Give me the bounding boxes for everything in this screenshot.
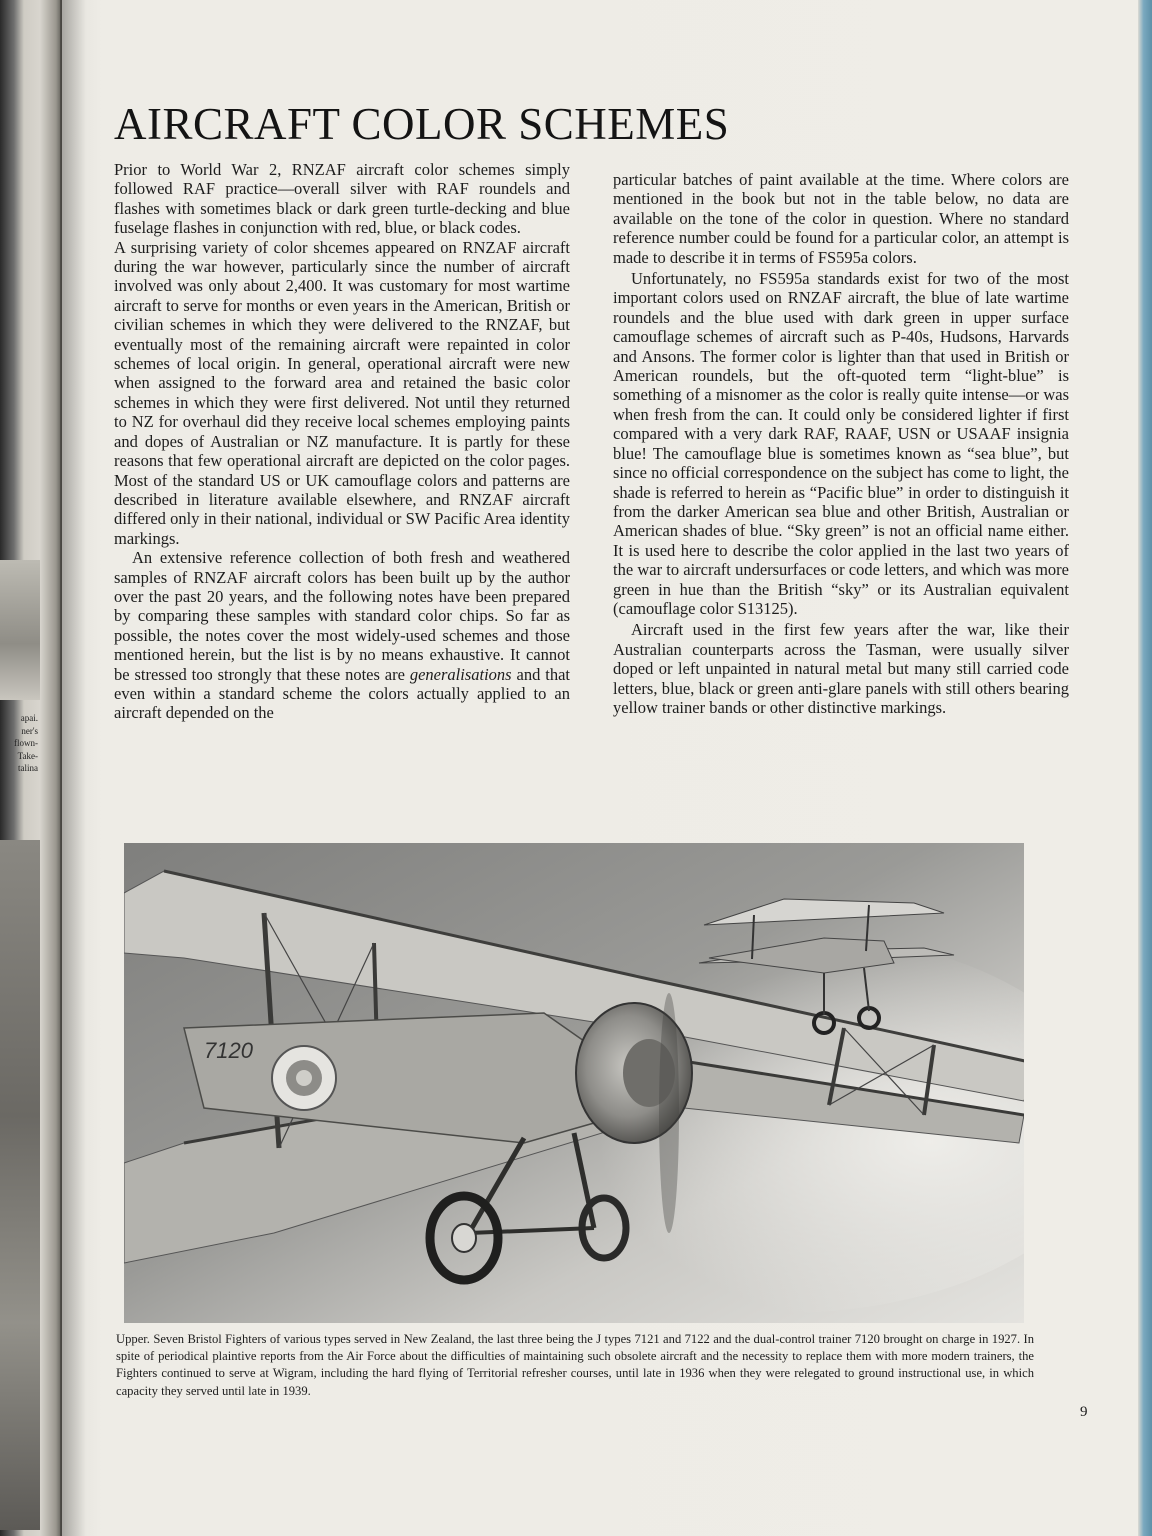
- left-column: [114, 160, 570, 723]
- previous-page-photo: [0, 560, 40, 700]
- right-column: [613, 170, 1069, 717]
- emphasized-text: generalisations: [409, 664, 512, 684]
- caption-text: Upper. Seven Bristol Fighters of various types served in New Zealand, the last three being the J types 7121 and 7122 and the dual-control trainer 7120 brought on charge in 1927. In spite of periodical plaintive reports from the Air Force about the difficulties of maintaining such obsolete aircraft and the necessity to replace them with more modern trainers, the Fighters continued to serve at Wigram, including the hard flying of Territorial refresher courses, until late in 1936 when they were relegated to ground instructional use, in which capacity they served until late in 1939.: [116, 1332, 1034, 1398]
- biplane-photo-illustration: [124, 843, 1024, 1323]
- previous-page-caption-line: apai.: [20, 713, 38, 723]
- previous-page-caption-line: Take-: [17, 750, 38, 761]
- paragraph-text: and that even within a standard scheme the colors actually applied to an aircraft depended on the: [114, 664, 570, 723]
- page-title: AIRCRAFT COLOR SCHEMES: [114, 99, 730, 149]
- previous-page-caption: [2, 712, 38, 775]
- previous-page-caption-line: talina: [18, 763, 38, 773]
- paragraph: particular batches of paint available at the time. Where colors are mentioned in the book but not in the table below, no data are available on the tone of the color in question. Where no standard reference number could be found for a particular color, an attempt is made to describe it in terms of FS595a colors.: [613, 170, 1069, 267]
- biplane-photograph: [124, 843, 1024, 1323]
- gutter-shadow: [60, 0, 86, 1536]
- paragraph: Prior to World War 2, RNZAF aircraft color schemes simply followed RAF practice—overall silver with RAF roundels and flashes with sometimes black or dark green turtle-decking and blue fuselage flashes in conjunction with red, blue, or black codes.: [114, 160, 570, 238]
- book-page: [62, 0, 1138, 1536]
- page-number: 9: [1080, 1404, 1088, 1420]
- paragraph: [114, 548, 570, 723]
- paragraph: A surprising variety of color shcemes appeared on RNZAF aircraft during the war however, particularly since the number of aircraft involved was only about 2,400. It was customary for most wartime aircraft to serve for months or even years in the American, British or civilian schemes in which they were delivered to the RNZAF, but eventually most of the remaining aircraft were repainted in color schemes of local origin. In general, operational aircraft were new when assigned to the forward area and retained the basic color schemes in which they were first delivered. Not until they returned to NZ for overhaul did they receive local schemes employing paints and dopes of Australian or NZ manufacture. It is partly for these reasons that few operational aircraft are depicted on the color pages. Most of the standard US or UK camouflage colors and patterns are described in literature available elsewhere, and RNZAF aircraft differed only in their national, individual or SW Pacific Area identity markings.: [114, 237, 570, 548]
- previous-page-caption-line: flown-: [14, 738, 38, 748]
- paragraph-text: An extensive reference collection of both fresh and weathered samples of RNZAF aircraft colors has been built up by the author over the past 20 years, and the following notes have been prepared by comparing these samples with standard color chips. So far as possible, the notes cover the most widely-used schemes and those mentioned herein, but the list is by no means exhaustive. It cannot be stressed too strongly that these notes are: [114, 548, 570, 684]
- aircraft-serial-label: 7120: [204, 1038, 253, 1063]
- photo-caption: [116, 1331, 1034, 1400]
- book-cover-edge: [1138, 0, 1152, 1536]
- previous-page-caption-line: ner's: [21, 725, 38, 736]
- previous-page-edge: [0, 0, 62, 1536]
- paragraph: Unfortunately, no FS595a standards exist for two of the most important colors used on RNZAF aircraft, the blue of late wartime roundels and the blue used with dark green in upper surface camouflage schemes of aircraft such as P-40s, Hudsons, Harvards and Ansons. The former color is lighter than that used in British or American roundels, but the oft-quoted term “light-blue” is something of a misnomer as the color is really quite intense—or was when fresh from the can. It could only be considered lighter if first compared with a very dark RAF, RAAF, USN or USAAF insignia blue! The camouflage blue is sometimes known as “sea blue”, but since no official correspondence on the subject has come to light, the shade is referred to herein as “Pacific blue” in order to distinguish it from the darker American sea blue and other British, Australian or American shades of blue. “Sky green” is not an official name either. It is used here to describe the color applied in the last two years of the war to aircraft undersurfaces or code letters, and which was more green in hue than the British “sky” or its Australian equivalent (camouflage color S13125).: [613, 269, 1069, 618]
- previous-page-photo: [0, 840, 40, 1530]
- paragraph: Aircraft used in the first few years after the war, like their Australian counterparts across the Tasman, were usually silver doped or left unpainted in natural metal but many still carried code letters, blue, black or green anti-glare panels with still others bearing yellow trainer bands or other distinctive markings.: [613, 620, 1069, 717]
